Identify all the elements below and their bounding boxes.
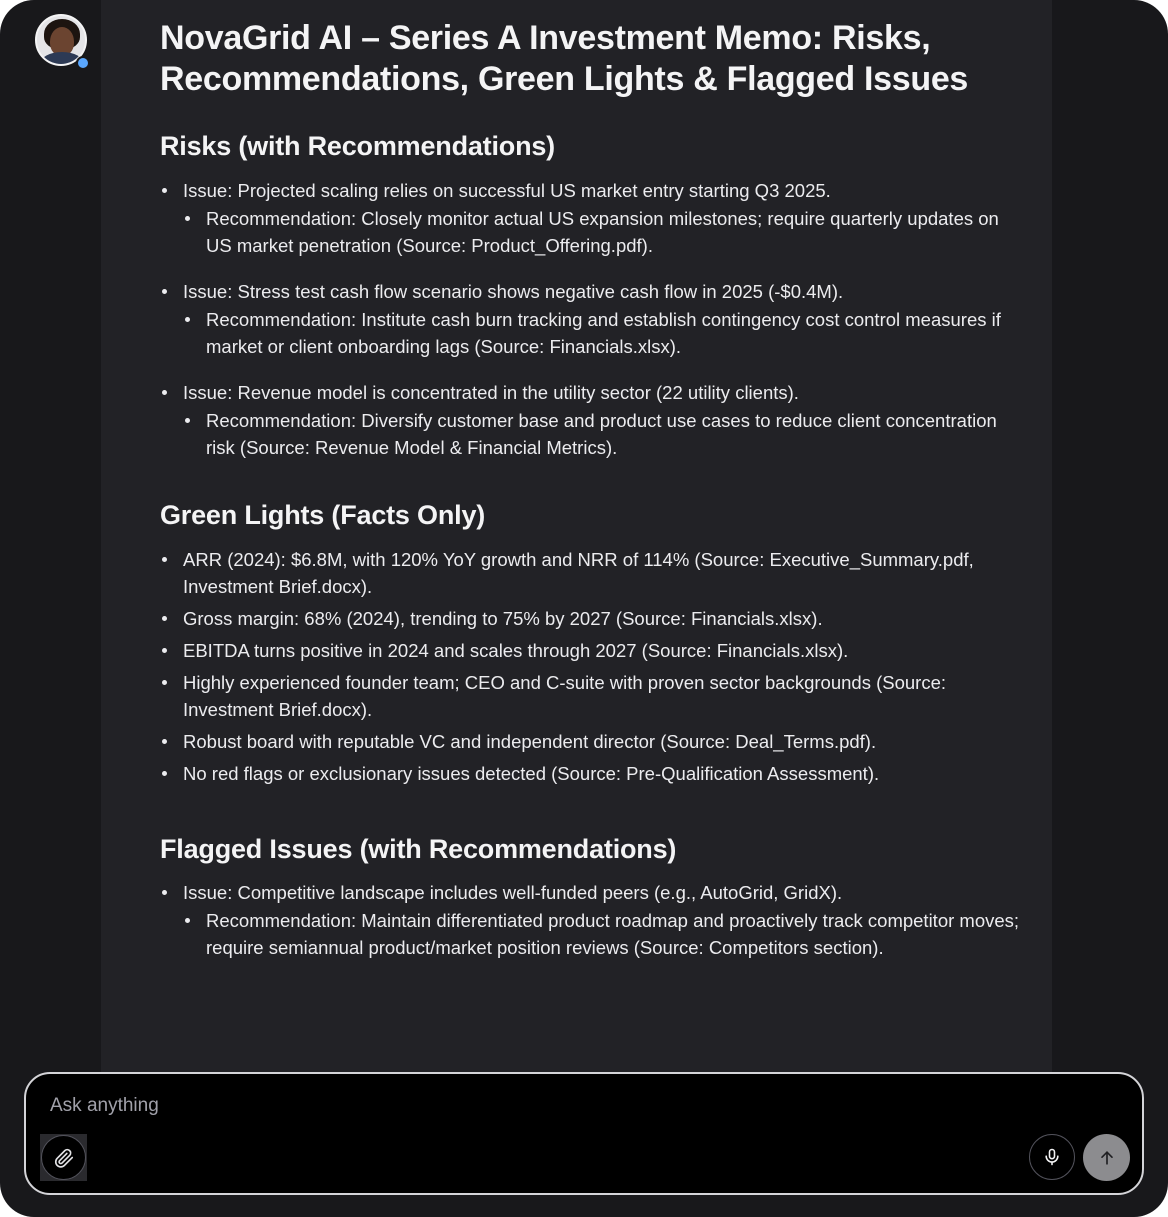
- flagged-item: [160, 879, 1020, 961]
- green-light-item: Robust board with reputable VC and independent director (Source: Deal_Terms.pdf).: [160, 728, 1020, 755]
- green-light-item: Highly experienced founder team; CEO and C-suite with proven sector backgrounds (Source: Investment Brief.docx).: [160, 669, 1020, 723]
- risks-heading: Risks (with Recommendations): [160, 131, 555, 161]
- risk-issue: Issue: Projected scaling relies on successful US market entry starting Q3 2025.: [183, 180, 831, 201]
- microphone-icon: [1042, 1147, 1062, 1167]
- attach-button[interactable]: [41, 1135, 86, 1180]
- risks-section: [160, 129, 1020, 461]
- flagged-recommendation: Recommendation: Maintain differentiated product roadmap and proactively track competitor moves; require semiannual product/market position reviews (Source: Competitors section).: [183, 907, 1020, 961]
- memo-message: [160, 18, 1020, 961]
- prompt-input[interactable]: [48, 1092, 1008, 1120]
- flagged-section: [160, 832, 1020, 961]
- arrow-up-icon: [1097, 1148, 1117, 1168]
- send-button[interactable]: [1083, 1134, 1130, 1181]
- flagged-issue: Issue: Competitive landscape includes well-funded peers (e.g., AutoGrid, GridX).: [183, 882, 843, 903]
- green-light-item: ARR (2024): $6.8M, with 120% YoY growth and NRR of 114% (Source: Executive_Summary.pdf, Investment Brief.docx).: [160, 546, 1020, 600]
- message-composer: [24, 1072, 1144, 1195]
- attach-area: [40, 1134, 87, 1181]
- risks-list: [160, 177, 1020, 461]
- risk-issue: Issue: Revenue model is concentrated in the utility sector (22 utility clients).: [183, 382, 799, 403]
- flagged-list: [160, 879, 1020, 961]
- risk-issue: Issue: Stress test cash flow scenario shows negative cash flow in 2025 (-$0.4M).: [183, 281, 844, 302]
- paperclip-icon: [53, 1147, 75, 1169]
- green-lights-heading: Green Lights (Facts Only): [160, 500, 486, 530]
- memo-title: NovaGrid AI – Series A Investment Memo: Risks, Recommendations, Green Lights & Flagged Issues: [160, 19, 969, 98]
- green-light-item: Gross margin: 68% (2024), trending to 75% by 2027 (Source: Financials.xlsx).: [160, 605, 1020, 632]
- risk-recommendation: Recommendation: Closely monitor actual US expansion milestones; require quarterly updates on US market penetration (Source: Product_Offering.pdf).: [183, 205, 1020, 259]
- risk-item: [160, 278, 1020, 360]
- risk-item: [160, 177, 1020, 259]
- risk-item: [160, 379, 1020, 461]
- green-light-item: EBITDA turns positive in 2024 and scales through 2027 (Source: Financials.xlsx).: [160, 637, 1020, 664]
- risk-recommendation: Recommendation: Institute cash burn tracking and establish contingency cost control measures if market or client onboarding lags (Source: Financials.xlsx).: [183, 306, 1020, 360]
- green-lights-section: [160, 498, 1020, 787]
- status-dot: [76, 56, 90, 70]
- risk-recommendation: Recommendation: Diversify customer base and product use cases to reduce client concentration risk (Source: Revenue Model & Financial Metrics).: [183, 407, 1020, 461]
- green-light-item: No red flags or exclusionary issues detected (Source: Pre-Qualification Assessment).: [160, 760, 1020, 787]
- flagged-heading: Flagged Issues (with Recommendations): [160, 834, 677, 864]
- microphone-button[interactable]: [1029, 1134, 1075, 1180]
- green-lights-list: [160, 546, 1020, 787]
